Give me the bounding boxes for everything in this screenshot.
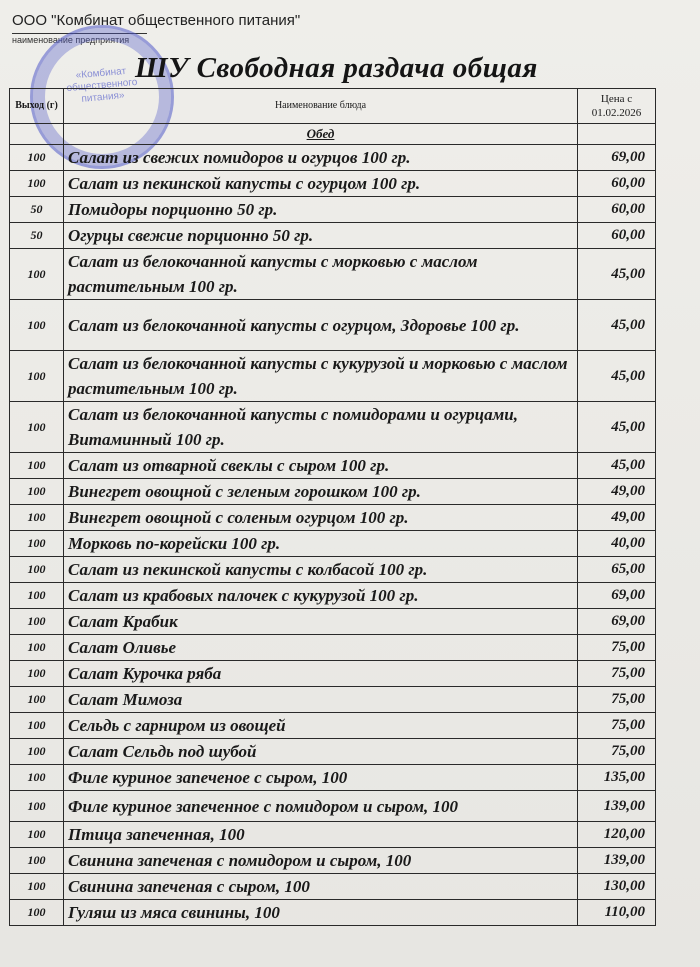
price-cell: 75,00: [578, 661, 656, 687]
yield-cell: 100: [10, 531, 64, 557]
price-cell: 69,00: [578, 145, 656, 171]
table-row: [10, 145, 656, 171]
dish-name-cell: Огурцы свежие порционно 50 гр.: [64, 223, 578, 249]
dish-name-cell: Морковь по-корейски 100 гр.: [64, 531, 578, 557]
table-row: [10, 197, 656, 223]
price-cell: 69,00: [578, 583, 656, 609]
table-row: [10, 505, 656, 531]
section-price-cell: [578, 124, 656, 145]
table-row: [10, 822, 656, 848]
price-cell: 75,00: [578, 635, 656, 661]
price-cell: 75,00: [578, 687, 656, 713]
price-cell: 60,00: [578, 197, 656, 223]
price-table: [9, 88, 656, 926]
column-header-price: Цена с 01.02.2026: [578, 89, 656, 124]
table-row: [10, 583, 656, 609]
section-row: [10, 124, 656, 145]
table-row: [10, 249, 656, 300]
yield-cell: 100: [10, 583, 64, 609]
dish-name-cell: Птица запеченная, 100: [64, 822, 578, 848]
price-cell: 60,00: [578, 223, 656, 249]
yield-cell: 100: [10, 479, 64, 505]
table-header-row: [10, 89, 656, 124]
column-header-yield: Выход (г): [10, 89, 64, 124]
price-cell: 49,00: [578, 505, 656, 531]
table-row: [10, 713, 656, 739]
price-cell: 60,00: [578, 171, 656, 197]
yield-cell: 100: [10, 351, 64, 402]
section-yield-cell: [10, 124, 64, 145]
price-cell: 75,00: [578, 713, 656, 739]
table-row: [10, 351, 656, 402]
yield-cell: 100: [10, 300, 64, 351]
stamp-text: «Комбинат общественного питания»: [66, 65, 138, 105]
price-cell: 45,00: [578, 249, 656, 300]
yield-cell: 100: [10, 765, 64, 791]
dish-name-cell: Филе куриное запеченое с сыром, 100: [64, 765, 578, 791]
price-cell: 139,00: [578, 848, 656, 874]
dish-name-cell: Салат из свежих помидоров и огурцов 100 гр.: [64, 145, 578, 171]
yield-cell: 100: [10, 171, 64, 197]
dish-name-cell: Гуляш из мяса свинины, 100: [64, 900, 578, 926]
dish-name-cell: Салат из белокочанной капусты с помидорами и огурцами, Витаминный 100 гр.: [64, 402, 578, 453]
yield-cell: 100: [10, 739, 64, 765]
dish-name-cell: Салат из белокочанной капусты с морковью с маслом растительным 100 гр.: [64, 249, 578, 300]
price-cell: 45,00: [578, 351, 656, 402]
dish-name-cell: Свинина запеченая с помидором и сыром, 100: [64, 848, 578, 874]
yield-cell: 100: [10, 609, 64, 635]
dish-name-cell: Филе куриное запеченное с помидором и сыром, 100: [64, 791, 578, 822]
organization-name: ООО "Комбинат общественного питания": [12, 12, 301, 29]
organization-underline: [12, 33, 147, 34]
price-cell: 40,00: [578, 531, 656, 557]
price-cell: 139,00: [578, 791, 656, 822]
yield-cell: 100: [10, 687, 64, 713]
price-cell: 135,00: [578, 765, 656, 791]
dish-name-cell: Салат Мимоза: [64, 687, 578, 713]
table-row: [10, 661, 656, 687]
yield-cell: 100: [10, 453, 64, 479]
table-row: [10, 479, 656, 505]
yield-cell: 50: [10, 223, 64, 249]
price-cell: 45,00: [578, 300, 656, 351]
yield-cell: 100: [10, 848, 64, 874]
yield-cell: 100: [10, 713, 64, 739]
dish-name-cell: Салат из белокочанной капусты с кукурузой и морковью с маслом растительным 100 гр.: [64, 351, 578, 402]
yield-cell: 100: [10, 791, 64, 822]
price-cell: 45,00: [578, 402, 656, 453]
yield-cell: 100: [10, 874, 64, 900]
table-row: [10, 531, 656, 557]
table-row: [10, 848, 656, 874]
yield-cell: 100: [10, 505, 64, 531]
yield-cell: 100: [10, 145, 64, 171]
organization-caption: наименование предприятия: [12, 35, 130, 45]
yield-cell: 100: [10, 402, 64, 453]
page-title: ШУ Свободная раздача общая: [135, 52, 538, 84]
table-row: [10, 874, 656, 900]
yield-cell: 100: [10, 249, 64, 300]
dish-name-cell: Салат из белокочанной капусты с огурцом, Здоровье 100 гр.: [64, 300, 578, 351]
dish-name-cell: Помидоры порционно 50 гр.: [64, 197, 578, 223]
dish-name-cell: Салат из пекинской капусты с колбасой 100 гр.: [64, 557, 578, 583]
table-row: [10, 687, 656, 713]
table-row: [10, 739, 656, 765]
table-row: [10, 453, 656, 479]
column-header-name: Наименование блюда: [64, 89, 578, 124]
dish-name-cell: Винегрет овощной с соленым огурцом 100 гр.: [64, 505, 578, 531]
yield-cell: 100: [10, 822, 64, 848]
yield-cell: 100: [10, 661, 64, 687]
dish-name-cell: Свинина запеченая с сыром, 100: [64, 874, 578, 900]
table-row: [10, 765, 656, 791]
table-row: [10, 900, 656, 926]
table-row: [10, 223, 656, 249]
dish-name-cell: Салат из крабовых палочек с кукурузой 100 гр.: [64, 583, 578, 609]
table-row: [10, 791, 656, 822]
dish-name-cell: Винегрет овощной с зеленым горошком 100 гр.: [64, 479, 578, 505]
table-row: [10, 557, 656, 583]
dish-name-cell: Сельдь с гарниром из овощей: [64, 713, 578, 739]
dish-name-cell: Салат Оливье: [64, 635, 578, 661]
yield-cell: 100: [10, 557, 64, 583]
dish-name-cell: Салат Курочка ряба: [64, 661, 578, 687]
price-cell: 65,00: [578, 557, 656, 583]
table-row: [10, 635, 656, 661]
dish-name-cell: Салат Крабик: [64, 609, 578, 635]
price-cell: 69,00: [578, 609, 656, 635]
table-row: [10, 609, 656, 635]
dish-name-cell: Салат Сельдь под шубой: [64, 739, 578, 765]
yield-cell: 50: [10, 197, 64, 223]
table-row: [10, 171, 656, 197]
dish-name-cell: Салат из пекинской капусты с огурцом 100 гр.: [64, 171, 578, 197]
price-cell: 110,00: [578, 900, 656, 926]
yield-cell: 100: [10, 900, 64, 926]
dish-name-cell: Салат из отварной свеклы с сыром 100 гр.: [64, 453, 578, 479]
table-row: [10, 402, 656, 453]
price-cell: 75,00: [578, 739, 656, 765]
price-cell: 49,00: [578, 479, 656, 505]
price-cell: 130,00: [578, 874, 656, 900]
section-title: Обед: [64, 124, 578, 145]
table-row: [10, 300, 656, 351]
price-cell: 120,00: [578, 822, 656, 848]
yield-cell: 100: [10, 635, 64, 661]
price-cell: 45,00: [578, 453, 656, 479]
